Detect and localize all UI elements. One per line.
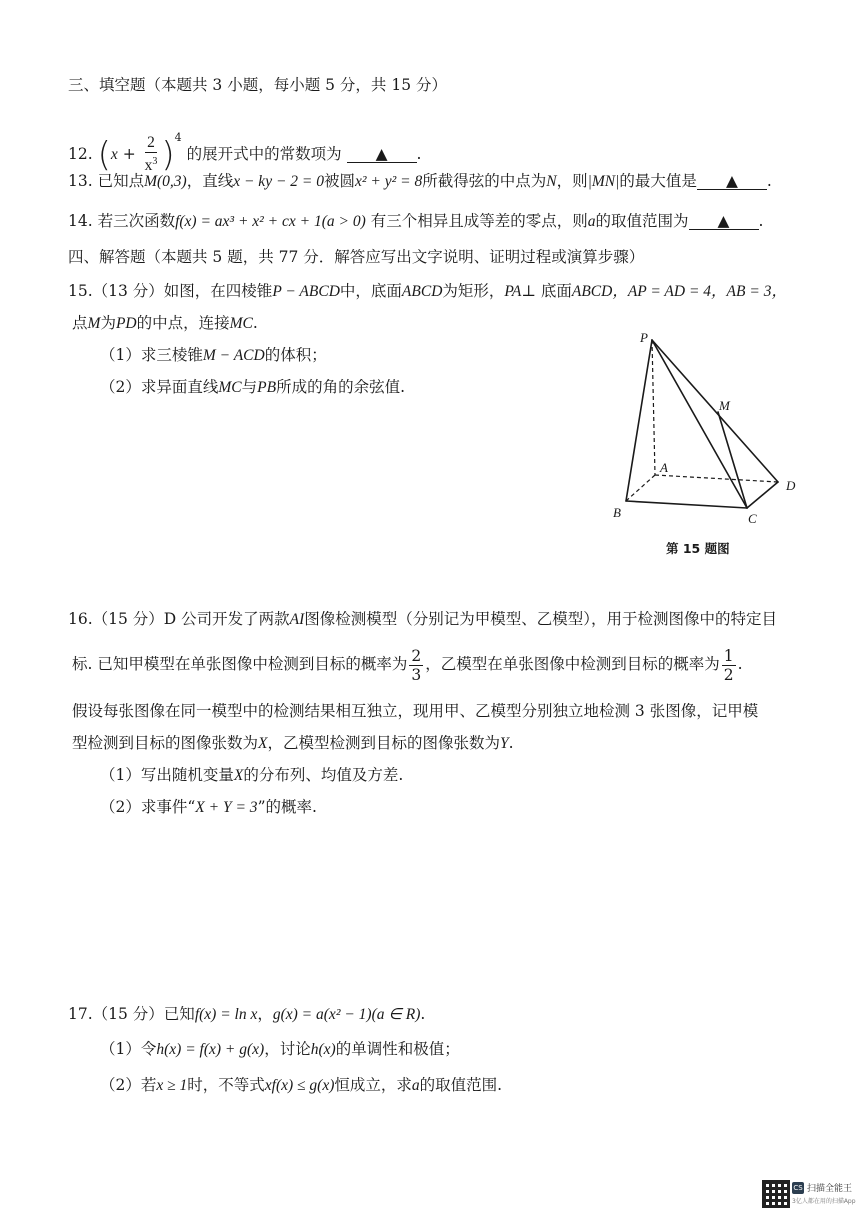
figure-15-caption: 第 15 题图 xyxy=(666,541,730,556)
q12-answer-blank: ▲ xyxy=(347,146,417,163)
edge-pa-hidden xyxy=(652,340,655,475)
q12-power: 4 xyxy=(174,131,182,144)
question-14: 14. 若三次函数f(x) = ax³ + x² + cx + 1(a > 0) 有三个相异且成等差的零点，则a的取值范围为 ▲ . xyxy=(68,212,764,230)
question-15-line-1: 15.（13 分）如图，在四棱锥P − ABCD中，底面ABCD为矩形，PA⊥ 底面ABCD，AP = AD = 4，AB = 3， xyxy=(68,282,787,300)
scanner-tagline: 3亿人都在用的扫描App xyxy=(792,1198,856,1205)
question-16-sub-2: （2）求事件“X + Y = 3”的概率. xyxy=(100,798,317,816)
question-12: 12. (x + $\frac{2}{x^3}$ )$^4$ 的展开式中的常数项为 ▲ . xyxy=(68,131,422,175)
question-15-line-2: 点M为PD的中点，连接MC. xyxy=(72,314,258,332)
segment-mc xyxy=(718,412,747,508)
question-16-line-4: 型检测到目标的图像张数为X，乙模型检测到目标的图像张数为Y. xyxy=(72,734,514,752)
edge-pb xyxy=(626,340,652,501)
edge-bc xyxy=(626,501,747,508)
edge-cd xyxy=(747,482,778,508)
question-16-line-1: 16.（15 分）D 公司开发了两款AI图像检测模型（分别记为甲模型、乙模型），用于检测图像中的特定目 xyxy=(68,610,778,628)
q12-text: 的展开式中的常数项为 xyxy=(186,145,342,163)
scanner-watermark xyxy=(758,1180,858,1216)
label-m: M xyxy=(719,398,730,413)
question-17: 17.（15 分）已知f(x) = ln x，g(x) = a(x² − 1)(a ∈ R). xyxy=(68,1005,426,1023)
q12-left-paren: ( xyxy=(97,135,111,175)
edge-ad-hidden xyxy=(655,475,778,482)
question-17-sub-1: （1）令h(x) = f(x) + g(x)，讨论h(x)的单调性和极值； xyxy=(100,1040,460,1058)
edge-pc xyxy=(652,340,747,508)
section-4-heading: 四、解答题（本题共 5 题，共 77 分．解答应写出文字说明、证明过程或演算步骤） xyxy=(68,248,645,266)
q13-point-m: M(0,3) xyxy=(144,173,187,190)
q12-frac-den: $x^3$ xyxy=(144,156,158,175)
edge-pd xyxy=(652,340,778,482)
q13-mn: |MN| xyxy=(587,173,620,190)
q13-line-eq: x − ky − 2 = 0 xyxy=(233,173,324,190)
question-15-sub-2: （2）求异面直线MC与PB所成的角的余弦值. xyxy=(100,378,406,396)
label-b: B xyxy=(613,505,621,520)
q14-answer-blank: ▲ xyxy=(689,213,759,230)
q12-number: 12. xyxy=(68,145,93,163)
q12-x: x xyxy=(110,146,118,163)
question-15-sub-1: （1）求三棱锥M − ACD的体积； xyxy=(100,346,327,364)
q12-plus: + xyxy=(122,145,136,163)
q13-circle-eq: x² + y² = 8 xyxy=(355,173,423,190)
question-17-sub-2: （2）若x ≥ 1时，不等式xf(x) ≤ g(x)恒成立，求a的取值范围. xyxy=(100,1076,503,1094)
question-13: 13. 已知点M(0,3)，直线x − ky − 2 = 0被圆x² + y² = 8所截得弦的中点为N，则|MN|的最大值是 ▲ . xyxy=(68,172,772,190)
q12-right-paren: ) xyxy=(161,135,175,175)
label-c: C xyxy=(748,511,757,526)
label-d: D xyxy=(786,478,796,493)
q16-prob-jia: $\frac{2}{3}$ xyxy=(411,646,422,684)
qr-code-icon xyxy=(762,1180,790,1208)
q16-prob-yi: $\frac{1}{2}$ xyxy=(723,646,734,684)
label-p: P xyxy=(640,330,648,345)
q14-function: f(x) = ax³ + x² + cx + 1(a > 0) xyxy=(175,213,366,230)
question-16-sub-1: （1）写出随机变量X的分布列、均值及方差. xyxy=(100,766,404,784)
question-16-line-3: 假设每张图像在同一模型中的检测结果相互独立，现用甲、乙模型分别独立地检测 3 张图像，记甲模 xyxy=(72,702,759,720)
section-3-heading: 三、填空题（本题共 3 小题，每小题 5 分，共 15 分） xyxy=(68,76,448,94)
scanner-brand: 扫描全能王 xyxy=(807,1184,853,1194)
q12-frac-num: 2 xyxy=(147,134,155,152)
label-a: A xyxy=(660,460,668,475)
question-16-line-2: 标. 已知甲模型在单张图像中检测到目标的概率为 $\frac{2}{3}$ ，乙模型在单张图像中检测到目标的概率为 $\frac{1}{2}$ . xyxy=(72,646,743,684)
q13-answer-blank: ▲ xyxy=(697,173,767,190)
scanner-logo-icon: CS xyxy=(793,1184,803,1192)
figure-15-pyramid xyxy=(600,320,820,540)
